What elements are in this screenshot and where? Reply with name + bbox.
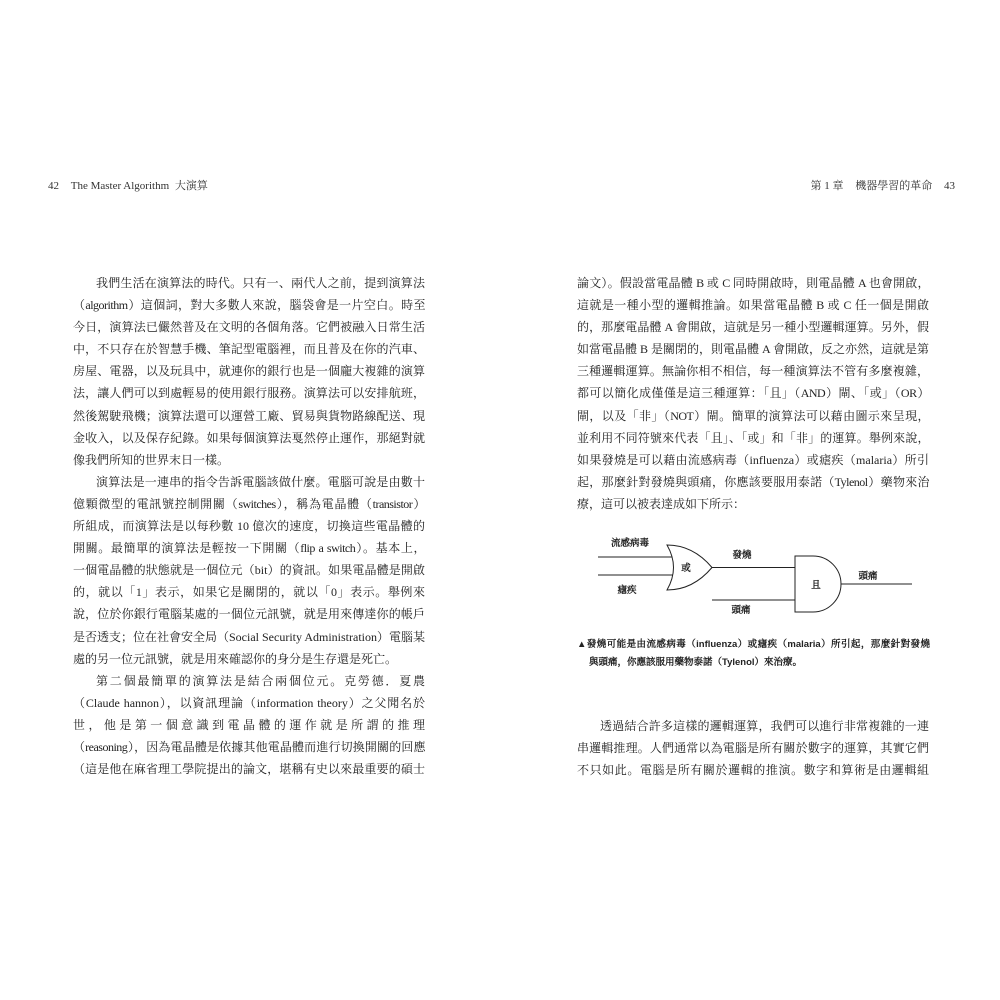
paragraph bbox=[577, 272, 929, 515]
body-text-line: （reasoning），因為電晶體是依據其他電晶體而進行切換開關的回應 bbox=[73, 739, 425, 754]
body-text-line: 億顆微型的電訊號控制開關（switches），稱為電晶體（transistor） bbox=[73, 496, 425, 511]
body-text-line: 透過結合許多這樣的邏輯運算，我們可以進行非常複雜的一連 bbox=[600, 719, 929, 733]
or-gate-label: 或 bbox=[681, 563, 691, 574]
logic-gate-diagram bbox=[590, 530, 920, 620]
body-text-line: 串邏輯推理。人們通常以為電腦是所有關於數字的運算，其實它們 bbox=[577, 741, 929, 756]
body-text-line: 的，那麼電晶體 A 會開啟，這就是另一種小型邏輯運算。另外，假 bbox=[577, 320, 929, 335]
body-text-line: （這是他在麻省理工學院提出的論文，堪稱有史以來最重要的碩士 bbox=[73, 762, 425, 777]
body-text-line: 並利用不同符號來代表「且」、「或」和「非」的運算。舉例來說， bbox=[577, 430, 929, 445]
body-text-line: 中，不只存在於智慧手機、筆記型電腦裡，而且普及在你的汽車、 bbox=[73, 342, 425, 357]
chapter-number: 第 1 章 bbox=[810, 180, 844, 192]
book-title-cn: 大演算 bbox=[174, 180, 208, 192]
body-text-line: 一個電晶體的狀態就是一個位元（bit）的資訊。如果電晶體是開啟 bbox=[73, 563, 425, 578]
right-page-body-bottom bbox=[577, 715, 929, 781]
body-text-line: 演算法是一連串的指令告訴電腦該做什麼。電腦可說是由數十 bbox=[96, 474, 425, 489]
body-text-line: 都可以簡化成僅僅是這三種運算：「且」（AND）閘、「或」（OR） bbox=[577, 386, 929, 401]
body-text-line: 然後駕駛飛機；演算法還可以運營工廠、貿易與貨物路線配送、現 bbox=[73, 408, 425, 423]
body-text-line: 不只如此。電腦是所有關於邏輯的推演。數字和算術是由邏輯組 bbox=[577, 763, 929, 778]
body-text-line: 第二個最簡單的演算法是結合兩個位元。克勞德．夏農 bbox=[96, 673, 425, 688]
paragraph bbox=[577, 715, 929, 781]
fever-label: 發燒 bbox=[732, 550, 752, 561]
paragraph bbox=[73, 272, 425, 471]
body-text-line: 處的另一位元訊號，就是用來確認你的身分是生存還是死亡。 bbox=[73, 651, 398, 666]
body-text-line: 三種邏輯運算。無論你相不相信，每一種演算法不管有多麼複雜， bbox=[577, 364, 929, 379]
chapter-title: 機器學習的革命 bbox=[855, 180, 933, 192]
body-text-line: 起，那麼針對發燒與頭痛，你應該要服用泰諾（Tylenol）藥物來治 bbox=[577, 474, 929, 489]
body-text-line: 開關。最簡單的演算法是輕按一下開關（flip a switch）。基本上， bbox=[73, 541, 425, 556]
body-text-line: 說，位於你銀行電腦某處的一個位元訊號，就是用來傳達你的帳戶 bbox=[73, 607, 425, 622]
body-text-line: 如果發燒是可以藉由流感病毒（influenza）或瘧疾（malaria）所引 bbox=[577, 452, 929, 467]
book-title: The Master Algorithm bbox=[70, 180, 170, 192]
body-text-line: 金收入，以及保存紀錄。如果每個演算法戛然停止運作，那絕對就 bbox=[73, 430, 425, 445]
figure-caption bbox=[577, 636, 930, 672]
body-text-line: 是否透支；位在社會安全局（Social Security Administration）電腦某 bbox=[73, 629, 425, 644]
left-page-number: 42 bbox=[48, 180, 59, 192]
body-text-line: 房屋、電器，以及玩具中，就連你的銀行也是一個龐大複雜的演算 bbox=[73, 364, 425, 379]
body-text-line: 所組成，而演算法是以每秒數 10 億次的速度，切換這些電晶體的 bbox=[73, 519, 425, 534]
right-running-head bbox=[811, 178, 956, 194]
left-running-head bbox=[48, 178, 208, 194]
body-text-line: 我們生活在演算法的時代。只有一、兩代人之前，提到演算法 bbox=[96, 276, 425, 290]
malaria-label: 瘧疾 bbox=[617, 585, 637, 596]
left-page-body bbox=[73, 272, 425, 780]
body-text-line: 療，這可以被表達成如下所示： bbox=[577, 496, 746, 511]
body-text-line: 論文）。假設當電晶體 B 或 C 同時開啟時，則電晶體 A 也會開啟， bbox=[577, 276, 929, 290]
and-gate-label: 且 bbox=[811, 580, 821, 591]
caption-line: 與頭痛，你應該服用藥物泰諾（Tylenol）來治療。 bbox=[589, 657, 803, 668]
headache-input-label: 頭痛 bbox=[731, 605, 751, 616]
body-text-line: 法，讓人們可以到處輕易的使用銀行服務。演算法可以安排航班， bbox=[73, 386, 425, 401]
right-page-body-top bbox=[577, 272, 929, 515]
paragraph bbox=[73, 670, 425, 780]
body-text-line: （algorithm）這個詞，對大多數人來說，腦袋會是一片空白。時至 bbox=[73, 298, 425, 313]
body-text-line: 閘，以及「非」（NOT）閘。簡單的演算法可以藉由圖示來呈現， bbox=[577, 408, 929, 423]
paragraph bbox=[73, 471, 425, 670]
headache-output-label: 頭痛 bbox=[858, 571, 878, 582]
influenza-label: 流感病毒 bbox=[610, 538, 650, 549]
body-text-line: 如當電晶體 B 是關閉的，則電晶體 A 會開啟，反之亦然，這就是第 bbox=[577, 342, 930, 357]
body-text-line: （Claude hannon），以資訊理論（information theory）之父聞名於 bbox=[73, 695, 425, 710]
body-text-line: 世，他是第一個意識到電晶體的運作就是所謂的推理 bbox=[73, 717, 425, 732]
body-text-line: 像我們所知的世界末日一樣。 bbox=[73, 452, 230, 467]
body-text-line: 的，就以「1」表示，如果它是關閉的，就以「0」表示。舉例來 bbox=[73, 585, 425, 600]
right-page-number: 43 bbox=[944, 180, 955, 192]
body-text-line: 這就是一種小型的邏輯推論。如果當電晶體 B 或 C 任一個是開啟 bbox=[577, 298, 929, 313]
caption-line: ▲發燒可能是由流感病毒（influenza）或瘧疾（malaria）所引起，那麼針對發燒 bbox=[577, 639, 930, 650]
body-text-line: 今日，演算法已儼然普及在文明的各個角落。它們被融入日常生活 bbox=[73, 320, 425, 335]
